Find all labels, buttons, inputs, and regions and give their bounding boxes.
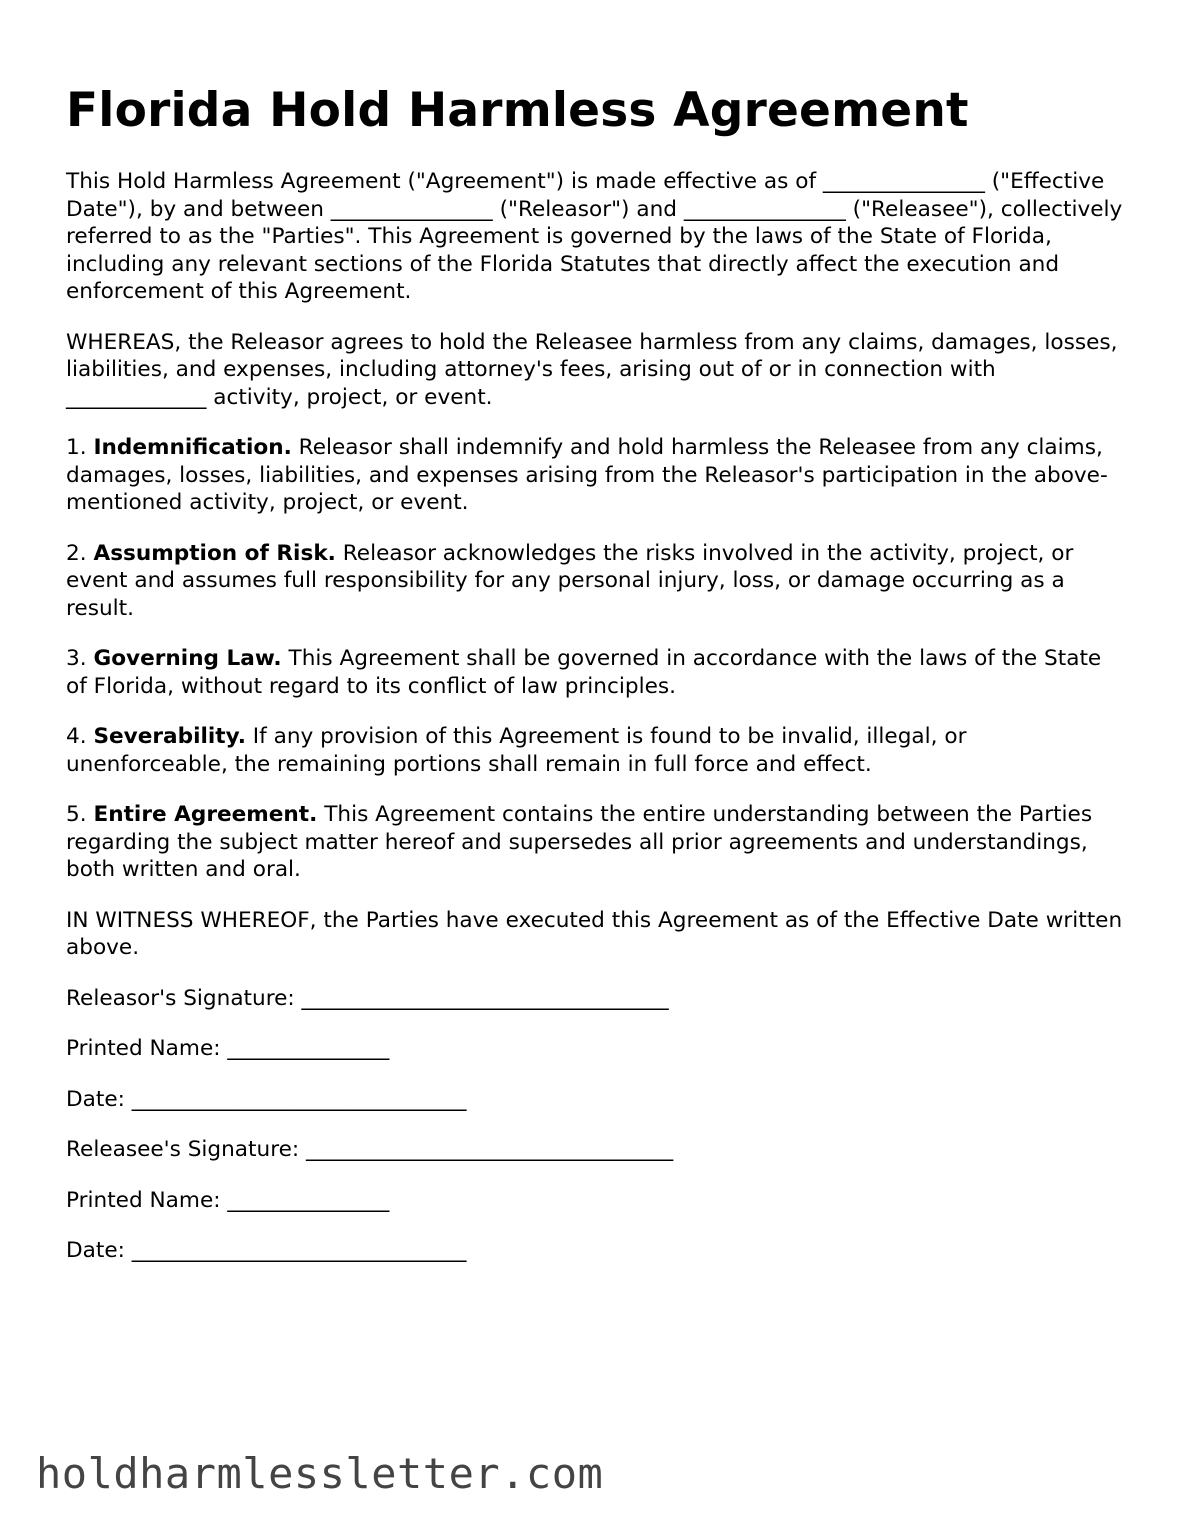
section-text: This Agreement shall be governed in accordance with the laws of the State of Florida, without regard to its conflict of law principles. bbox=[66, 646, 1102, 699]
section-assumption-of-risk bbox=[66, 540, 1126, 623]
releasee-printed-name-line[interactable]: Printed Name: _______________ bbox=[66, 1187, 390, 1213]
section-text: This Agreement contains the entire understanding between the Parties regarding the subject matter hereof and supersedes all prior agreements and understandings, both written and oral. bbox=[66, 802, 1093, 882]
section-number: 2. bbox=[66, 540, 87, 566]
section-heading: Severability. bbox=[93, 724, 246, 749]
section-severability bbox=[66, 723, 1126, 778]
section-indemnification bbox=[66, 434, 1126, 517]
releasee-date-line[interactable]: Date: _______________________________ bbox=[66, 1238, 467, 1263]
section-text: Releasor shall indemnify and hold harmless the Releasee from any claims, damages, losses, liabilities, and expenses arising from the Releasor's participation in the above-mentioned activity, project, or event. bbox=[66, 435, 1108, 515]
section-number: 5. bbox=[66, 802, 87, 827]
intro-paragraph: This Hold Harmless Agreement ("Agreement") is made effective as of _______________ ("Effective Date"), by and between _______________ ("Releasor") and _______________ ("Releasee"), collectively referred to as the "Parties". This Agreement is governed by the laws of the State of Florida, including any relevant sections of the Florida Statutes that directly affect the execution and enforcement of this Agreement. bbox=[66, 169, 1123, 304]
section-number: 3. bbox=[66, 646, 87, 671]
witness-paragraph: IN WITNESS WHEREOF, the Parties have executed this Agreement as of the Effective Date written above. bbox=[66, 907, 1123, 960]
page-title: Florida Hold Harmless Agreement bbox=[66, 83, 969, 138]
whereas-paragraph: WHEREAS, the Releasor agrees to hold the Releasee harmless from any claims, damages, losses, liabilities, and expenses, including attorney's fees, arising out of or in connection with _____________ activity, project, or event. bbox=[66, 329, 1118, 410]
releasor-signature-line[interactable]: Releasor's Signature: __________________________________ bbox=[66, 985, 669, 1011]
section-text: If any provision of this Agreement is found to be invalid, illegal, or unenforceable, the remaining portions shall remain in full force and effect. bbox=[66, 724, 967, 777]
section-heading: Indemnification. bbox=[93, 435, 292, 460]
document-page bbox=[66, 82, 1126, 1288]
footer-watermark: holdharmlessletter.com bbox=[36, 1449, 604, 1498]
releasor-printed-name-line[interactable]: Printed Name: _______________ bbox=[66, 1036, 390, 1061]
section-text: Releasor acknowledges the risks involved in the activity, project, or event and assumes full responsibility for any personal injury, loss, or damage occurring as a result. bbox=[66, 540, 1074, 621]
section-governing-law bbox=[66, 645, 1126, 700]
releasor-date-line[interactable]: Date: _______________________________ bbox=[66, 1086, 467, 1112]
releasee-signature-line[interactable]: Releasee's Signature: __________________________________ bbox=[66, 1137, 674, 1162]
section-entire-agreement bbox=[66, 801, 1126, 884]
section-heading: Entire Agreement. bbox=[93, 802, 318, 827]
section-heading: Governing Law. bbox=[93, 646, 282, 671]
section-heading: Assumption of Risk. bbox=[93, 540, 336, 566]
section-number: 1. bbox=[66, 435, 87, 460]
section-number: 4. bbox=[66, 724, 87, 749]
